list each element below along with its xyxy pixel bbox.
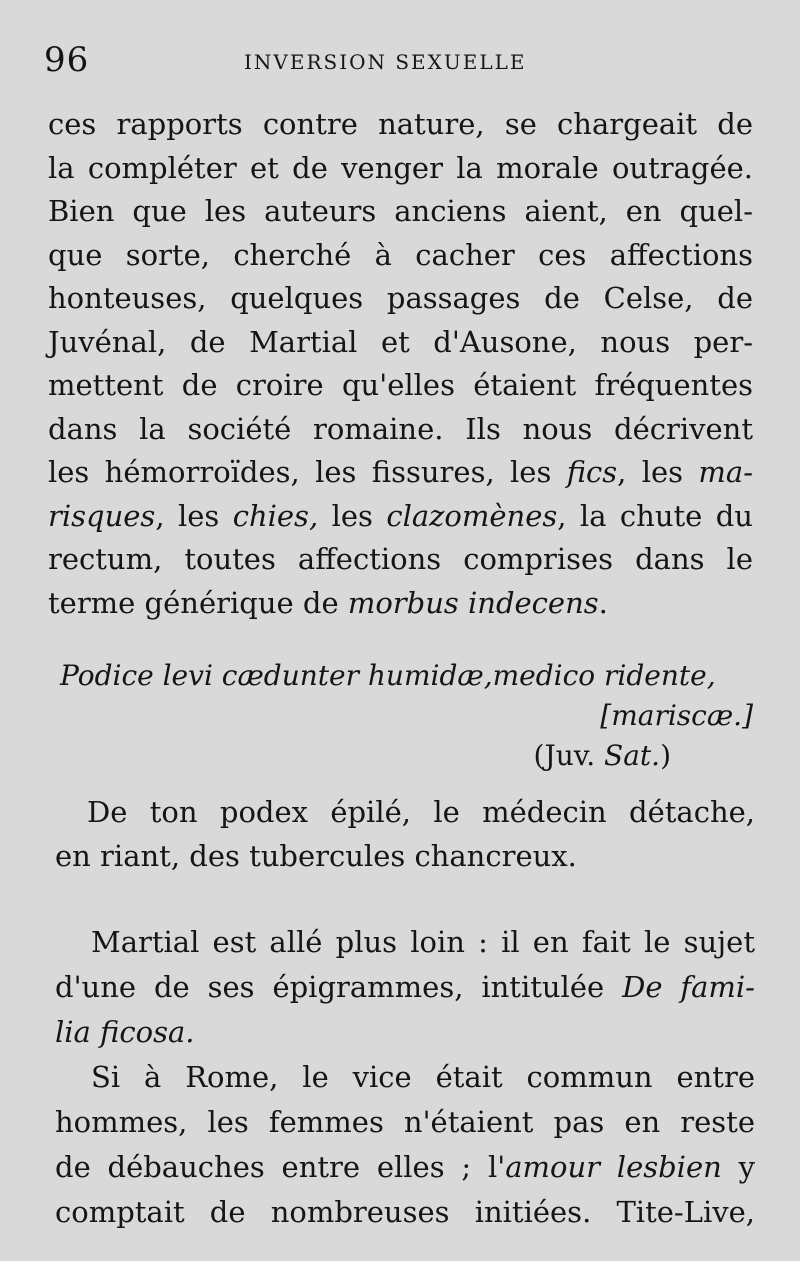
text-line: Bien que les auteurs anciens aient, en quel- xyxy=(48,194,753,228)
text-run: ) xyxy=(660,739,671,772)
italic-term: Sat. xyxy=(604,739,661,772)
text-line: Juvénal, de Martial et d'Ausone, nous per- xyxy=(48,324,753,359)
text-run: les xyxy=(318,498,387,533)
paragraph-1 xyxy=(48,103,753,625)
italic-term: clazomènes xyxy=(386,498,558,533)
paragraph-2 xyxy=(55,920,755,1235)
text-line: rectum, toutes affections comprises dans le xyxy=(48,542,753,576)
text-run: , les xyxy=(155,498,233,533)
page-header xyxy=(44,40,764,90)
text-run: (Juv. xyxy=(533,739,605,772)
text-line: Si à Rome, le vice était commun entre xyxy=(91,1060,755,1094)
latin-quotation xyxy=(60,656,753,776)
text-line: lia ficosa. xyxy=(55,1015,195,1049)
text-run: , les xyxy=(617,455,699,489)
text-line: hommes, les femmes n'étaient pas en reste xyxy=(55,1105,755,1139)
italic-term: fics xyxy=(566,455,618,489)
text-line: Martial est allé plus loin : il en fait le sujet xyxy=(91,925,755,959)
quote-verse: Podice levi cædunter humidæ,medico ridente, xyxy=(60,659,716,692)
text-line: honteuses, quelques passages de Celse, de xyxy=(48,281,753,315)
quote-citation xyxy=(60,736,753,776)
text-line xyxy=(48,582,753,626)
text-line: comptait de nombreuses initiées. Tite-Live, xyxy=(55,1195,755,1229)
text-line: dans la société romaine. Ils nous décrivent xyxy=(48,411,753,446)
text-line: que sorte, cherché à cacher ces affections xyxy=(48,237,753,272)
text-line xyxy=(55,1145,755,1190)
italic-term: De fami- xyxy=(622,970,755,1004)
italic-term: amour lesbien xyxy=(505,1150,722,1184)
text-run: de débauches entre elles ; l' xyxy=(55,1150,506,1184)
italic-term: risques xyxy=(48,498,156,533)
text-line: la compléter et de venger la morale outragée. xyxy=(48,150,753,185)
italic-term: morbus indecens xyxy=(347,585,599,620)
text-line: De ton podex épilé, le médecin détache, xyxy=(87,795,755,829)
text-run: d'une de ses épigrammes, intitulée xyxy=(55,970,623,1004)
italic-term: ma- xyxy=(698,455,753,489)
italic-term: chies, xyxy=(232,498,319,533)
text-run: , la chute du xyxy=(557,498,753,533)
text-line: en riant, des tubercules chancreux. xyxy=(55,839,577,873)
text-line: mettent de croire qu'elles étaient fréquentes xyxy=(48,368,753,402)
text-line xyxy=(48,451,753,495)
text-run: terme générique de xyxy=(48,585,348,620)
text-run: . xyxy=(598,585,608,620)
translation xyxy=(55,790,755,878)
text-run: y xyxy=(721,1150,755,1184)
quote-continuation: [mariscæ.] xyxy=(600,699,753,732)
text-run: les hémorroïdes, les fissures, les xyxy=(48,455,567,489)
running-title: INVERSION SEXUELLE xyxy=(244,50,527,74)
text-line: ces rapports contre nature, se chargeait de xyxy=(48,107,753,141)
text-line xyxy=(55,965,755,1010)
page-number: 96 xyxy=(44,40,90,80)
text-line xyxy=(48,495,753,539)
